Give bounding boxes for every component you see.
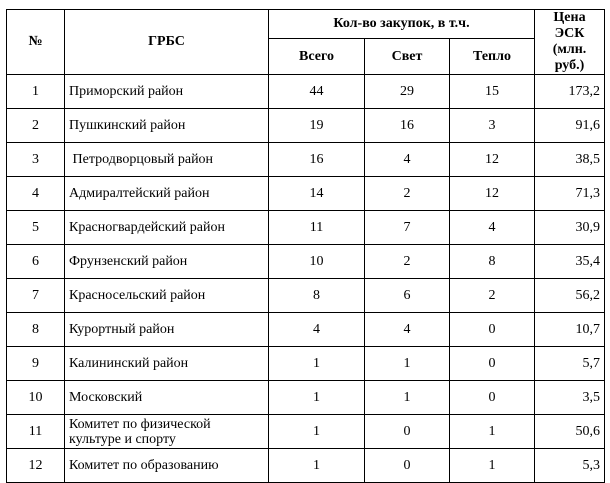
- cell-light: 1: [365, 347, 450, 381]
- table-row: [7, 245, 605, 279]
- header-row-top: [7, 10, 605, 39]
- cell-price: 173,2: [535, 75, 605, 109]
- table-row: [7, 279, 605, 313]
- table-row: [7, 75, 605, 109]
- table-row: [7, 347, 605, 381]
- cell-heat: 1: [450, 449, 535, 483]
- cell-total: 1: [269, 449, 365, 483]
- cell-total: 1: [269, 415, 365, 449]
- cell-price: 56,2: [535, 279, 605, 313]
- cell-number: 7: [7, 279, 65, 313]
- cell-number: 2: [7, 109, 65, 143]
- cell-total: 44: [269, 75, 365, 109]
- cell-grbs: Фрунзенский район: [65, 245, 269, 279]
- cell-grbs: Курортный район: [65, 313, 269, 347]
- cell-grbs: Комитет по физической культуре и спорту: [65, 415, 269, 449]
- cell-light: 29: [365, 75, 450, 109]
- cell-number: 8: [7, 313, 65, 347]
- table-row: [7, 381, 605, 415]
- cell-total: 1: [269, 347, 365, 381]
- table-row: [7, 143, 605, 177]
- cell-price: 35,4: [535, 245, 605, 279]
- table-row: [7, 449, 605, 483]
- header-total: Всего: [269, 39, 365, 75]
- cell-grbs: Красносельский район: [65, 279, 269, 313]
- header-price-line1: Цена ЭСК: [553, 10, 586, 41]
- table-body: [7, 75, 605, 483]
- cell-light: 2: [365, 245, 450, 279]
- cell-grbs: Калининский район: [65, 347, 269, 381]
- cell-number: 10: [7, 381, 65, 415]
- header-heat: Тепло: [450, 39, 535, 75]
- cell-price: 91,6: [535, 109, 605, 143]
- cell-light: 7: [365, 211, 450, 245]
- cell-total: 10: [269, 245, 365, 279]
- table-row: [7, 313, 605, 347]
- cell-total: 16: [269, 143, 365, 177]
- cell-heat: 2: [450, 279, 535, 313]
- cell-heat: 0: [450, 313, 535, 347]
- cell-price: 3,5: [535, 381, 605, 415]
- cell-grbs: Московский: [65, 381, 269, 415]
- cell-total: 1: [269, 381, 365, 415]
- cell-price: 5,7: [535, 347, 605, 381]
- cell-total: 8: [269, 279, 365, 313]
- cell-total: 11: [269, 211, 365, 245]
- cell-price: 71,3: [535, 177, 605, 211]
- cell-heat: 0: [450, 381, 535, 415]
- cell-price: 5,3: [535, 449, 605, 483]
- header-grbs: ГРБС: [65, 10, 269, 75]
- cell-number: 4: [7, 177, 65, 211]
- cell-price: 50,6: [535, 415, 605, 449]
- cell-heat: 1: [450, 415, 535, 449]
- cell-heat: 4: [450, 211, 535, 245]
- cell-number: 12: [7, 449, 65, 483]
- header-purchases-group: Кол-во закупок, в т.ч.: [269, 10, 535, 39]
- cell-light: 4: [365, 143, 450, 177]
- cell-light: 2: [365, 177, 450, 211]
- cell-price: 38,5: [535, 143, 605, 177]
- cell-total: 4: [269, 313, 365, 347]
- table-row: [7, 415, 605, 449]
- cell-grbs: Красногвардейский район: [65, 211, 269, 245]
- header-light: Свет: [365, 39, 450, 75]
- table-row: [7, 211, 605, 245]
- table-row: [7, 177, 605, 211]
- cell-number: 3: [7, 143, 65, 177]
- header-price-line2: (млн. руб.): [552, 42, 587, 73]
- cell-heat: 8: [450, 245, 535, 279]
- cell-heat: 0: [450, 347, 535, 381]
- cell-light: 0: [365, 449, 450, 483]
- header-price: [535, 10, 605, 75]
- cell-heat: 12: [450, 143, 535, 177]
- cell-total: 14: [269, 177, 365, 211]
- cell-number: 11: [7, 415, 65, 449]
- cell-light: 0: [365, 415, 450, 449]
- cell-heat: 12: [450, 177, 535, 211]
- header-number: №: [7, 10, 65, 75]
- cell-heat: 15: [450, 75, 535, 109]
- table-row: [7, 109, 605, 143]
- cell-number: 9: [7, 347, 65, 381]
- cell-price: 30,9: [535, 211, 605, 245]
- cell-number: 5: [7, 211, 65, 245]
- cell-grbs: Пушкинский район: [65, 109, 269, 143]
- procurement-table: [6, 9, 605, 483]
- cell-light: 4: [365, 313, 450, 347]
- cell-heat: 3: [450, 109, 535, 143]
- cell-price: 10,7: [535, 313, 605, 347]
- cell-light: 6: [365, 279, 450, 313]
- cell-number: 6: [7, 245, 65, 279]
- cell-light: 16: [365, 109, 450, 143]
- cell-grbs: Петродворцовый район: [65, 143, 269, 177]
- cell-grbs: Приморский район: [65, 75, 269, 109]
- cell-total: 19: [269, 109, 365, 143]
- cell-number: 1: [7, 75, 65, 109]
- cell-light: 1: [365, 381, 450, 415]
- cell-grbs: Адмиралтейский район: [65, 177, 269, 211]
- cell-grbs: Комитет по образованию: [65, 449, 269, 483]
